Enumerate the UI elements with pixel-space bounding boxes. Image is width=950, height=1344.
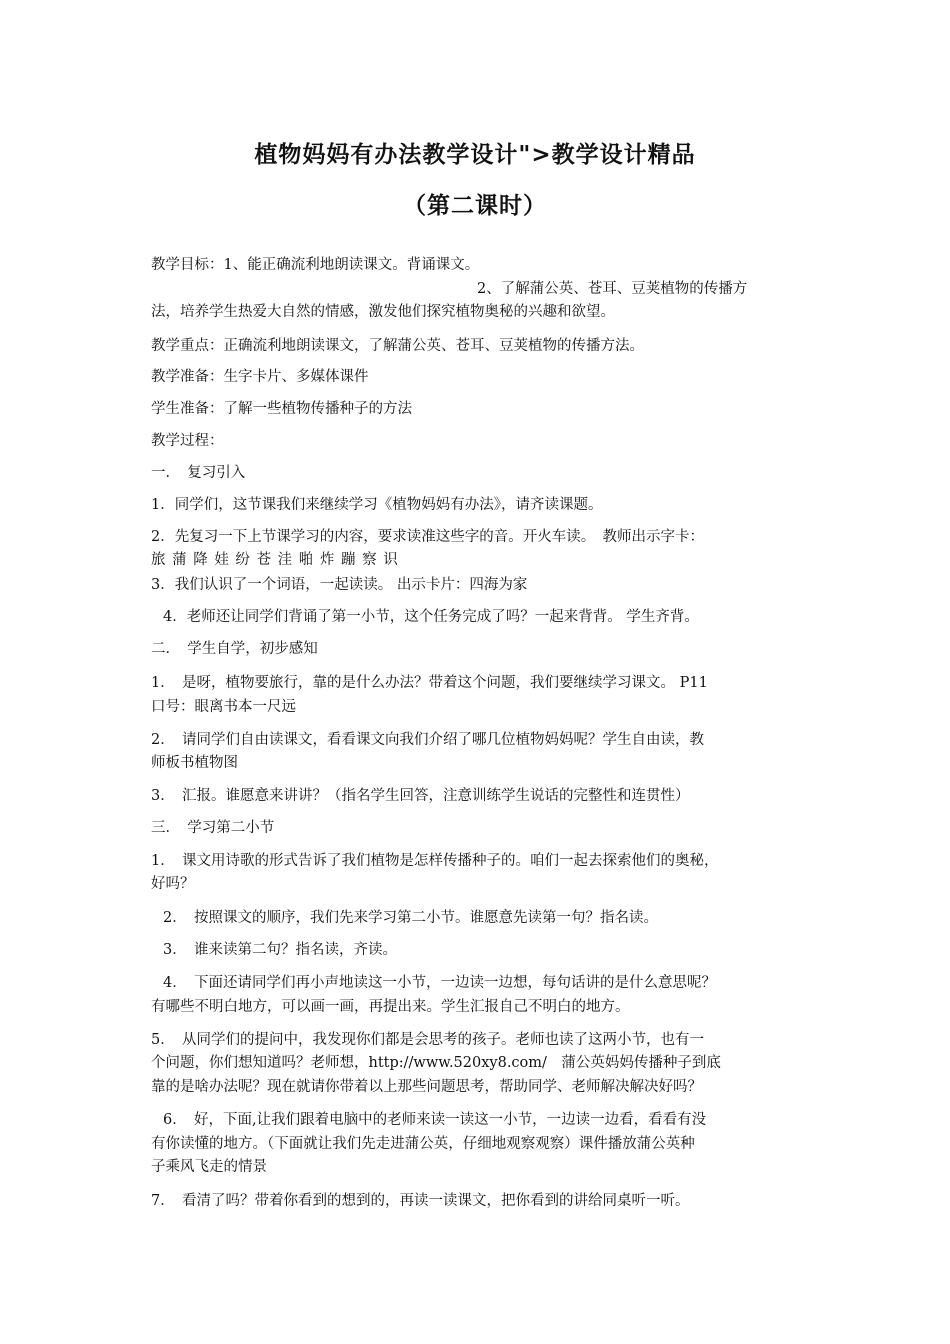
text-line: 3．我们认识了一个词语，一起读读。 出示卡片：四海为家: [151, 577, 528, 593]
text-line: 教学过程：: [151, 433, 224, 449]
text-line: 3． 谁来读第二句？指名读，齐读。: [163, 942, 397, 958]
text-line: 1． 课文用诗歌的形式告诉了我们植物是怎样传播种子的。咱们一起去探索他们的奥秘，: [151, 853, 719, 869]
text-line: 有哪些不明白地方，可以画一画，再提出来。学生汇报自己不明白的地方。: [151, 999, 630, 1015]
text-line: 好吗？: [151, 876, 195, 892]
text-line: 靠的是啥办法呢？现在就请你带着以上那些问题思考，帮助同学、老师解决解决好吗？: [151, 1079, 702, 1095]
text-line: 教学重点：正确流利地朗读课文，了解蒲公英、苍耳、豆荚植物的传播方法。: [151, 338, 644, 354]
text-line: 教学准备：生字卡片、多媒体课件: [151, 369, 369, 385]
text-line: 7． 看清了吗？带着你看到的想到的，再读一读课文，把你看到的讲给同桌听一听。: [151, 1193, 690, 1209]
document-title: 植物妈妈有办法教学设计">教学设计精品: [254, 142, 696, 168]
text-line: 4． 下面还请同学们再小声地读这一小节，一边读一边想，每句话讲的是什么意思呢？: [163, 975, 716, 991]
text-line: 口号：眼离书本一尺远: [151, 699, 296, 715]
text-line: 5． 从同学们的提问中，我发现你们都是会思考的孩子。老师也读了这两小节，也有一: [151, 1032, 704, 1048]
text-line: 2． 请同学们自由读课文，看看课文向我们介绍了哪几位植物妈妈呢？学生自由读，教: [151, 732, 704, 748]
text-line: 4．老师还让同学们背诵了第一小节，这个任务完成了吗？一起来背背。 学生齐背。: [163, 609, 699, 625]
text-line: 6． 好，下面,让我们跟着电脑中的老师来读一读这一小节，一边读一边看，看看有没: [163, 1112, 707, 1128]
text-line: 有你读懂的地方。（下面就让我们先走进蒲公英，仔细地观察观察）课件播放蒲公英种: [151, 1136, 695, 1152]
text-line: 法，培养学生热爱大自然的情感，激发他们探究植物奥秘的兴趣和欲望。: [151, 304, 615, 320]
section-heading: 三． 学习第二小节: [151, 820, 275, 836]
section-heading: 二． 学生自学，初步感知: [151, 641, 318, 657]
text-line: 2． 按照课文的顺序，我们先来学习第二小节。谁愿意先读第一句？指名读。: [163, 910, 658, 926]
text-line: 1．同学们，这节课我们来继续学习《植物妈妈有办法》，请齐读课题。: [151, 497, 603, 513]
text-line: 1． 是呀，植物要旅行，靠的是什么办法？带着这个问题，我们要继续学习课文。 P11: [151, 675, 708, 691]
text-line: 旅 蒲 降 娃 纷 苍 洼 啪 炸 蹦 察 识: [151, 552, 399, 568]
text-line: 个问题，你们想知道吗？老师想，http://www.520xy8.com/ 蒲公英妈妈传播种子到底: [151, 1055, 721, 1071]
section-heading: 一． 复习引入: [151, 465, 246, 481]
text-line: 学生准备：了解一些植物传播种子的方法: [151, 401, 412, 417]
text-line: 师板书植物图: [151, 755, 238, 771]
document-subtitle: （第二课时）: [403, 193, 547, 219]
text-line: 2．先复习一下上节课学习的内容，要求读准这些字的音。开火车读。 教师出示字卡：: [151, 529, 704, 545]
text-line: 子乘风飞走的情景: [151, 1159, 267, 1175]
text-line: 2、了解蒲公英、苍耳、豆荚植物的传播方: [477, 281, 748, 297]
text-line: 3． 汇报。谁愿意来讲讲？（指名学生回答，注意训练学生说话的完整性和连贯性）: [151, 788, 690, 804]
text-line: 教学目标：1、能正确流利地朗读课文。背诵课文。: [151, 257, 480, 273]
